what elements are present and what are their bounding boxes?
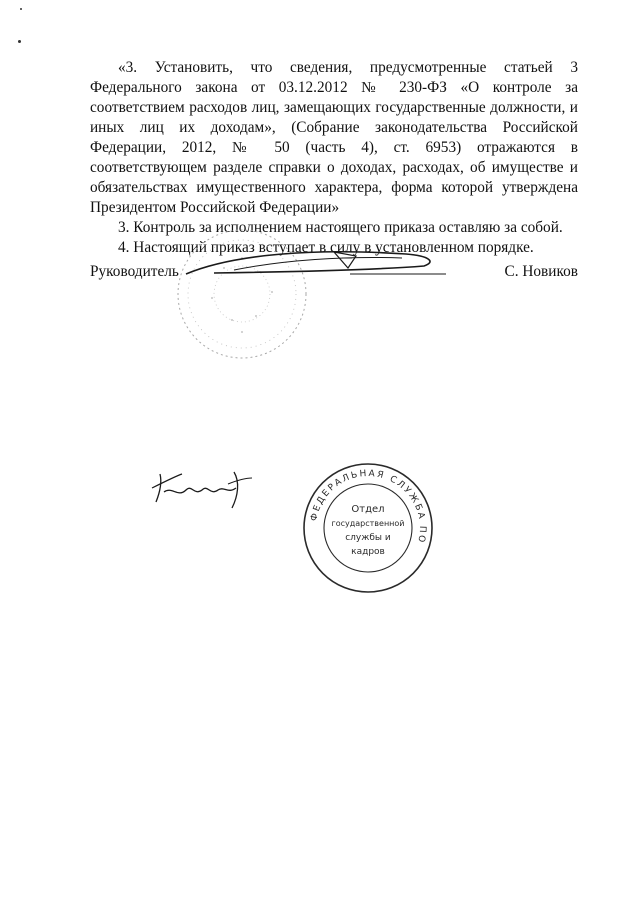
stamp-ring-text: ФЕДЕРАЛЬНАЯ СЛУЖБА ПО bbox=[309, 468, 428, 545]
stamp-line-3: службы и bbox=[345, 533, 391, 543]
signer-name: С. Новиков bbox=[504, 263, 578, 280]
document-body bbox=[90, 58, 578, 258]
paragraph-3-quote: «3. Установить, что сведения, предусмотренные статьей 3 Федерального закона от 03.12.2012 № 230-ФЗ «О контроле за соответствием расходов лиц, замещающих государственные должности, и иных лиц их доходам», (Собрание законодательства Российской Федерации, 2012, № 50 (часть 4), ст. 6953) отражаются в соответствующем разделе справки о доходах, расходах, об имуществе и обязательствах имущественного характера, форма которой утверждена Президентом Российской Федерации» bbox=[90, 59, 578, 216]
stamp-line-1: Отдел bbox=[351, 504, 385, 515]
hr-department-stamp bbox=[298, 458, 438, 598]
head-signature-icon bbox=[174, 246, 454, 286]
scan-speck bbox=[20, 8, 22, 10]
scan-speck bbox=[18, 40, 21, 43]
item-4: 4. Настоящий приказ вступает в силу в установленном порядке. bbox=[118, 239, 534, 256]
hr-signature-icon bbox=[148, 462, 258, 512]
item-3: 3. Контроль за исполнением настоящего приказа оставляю за собой. bbox=[118, 219, 563, 236]
signer-title: Руководитель bbox=[90, 263, 179, 280]
stamp-line-2: государственной bbox=[331, 519, 405, 528]
stamp-line-4: кадров bbox=[351, 547, 385, 557]
